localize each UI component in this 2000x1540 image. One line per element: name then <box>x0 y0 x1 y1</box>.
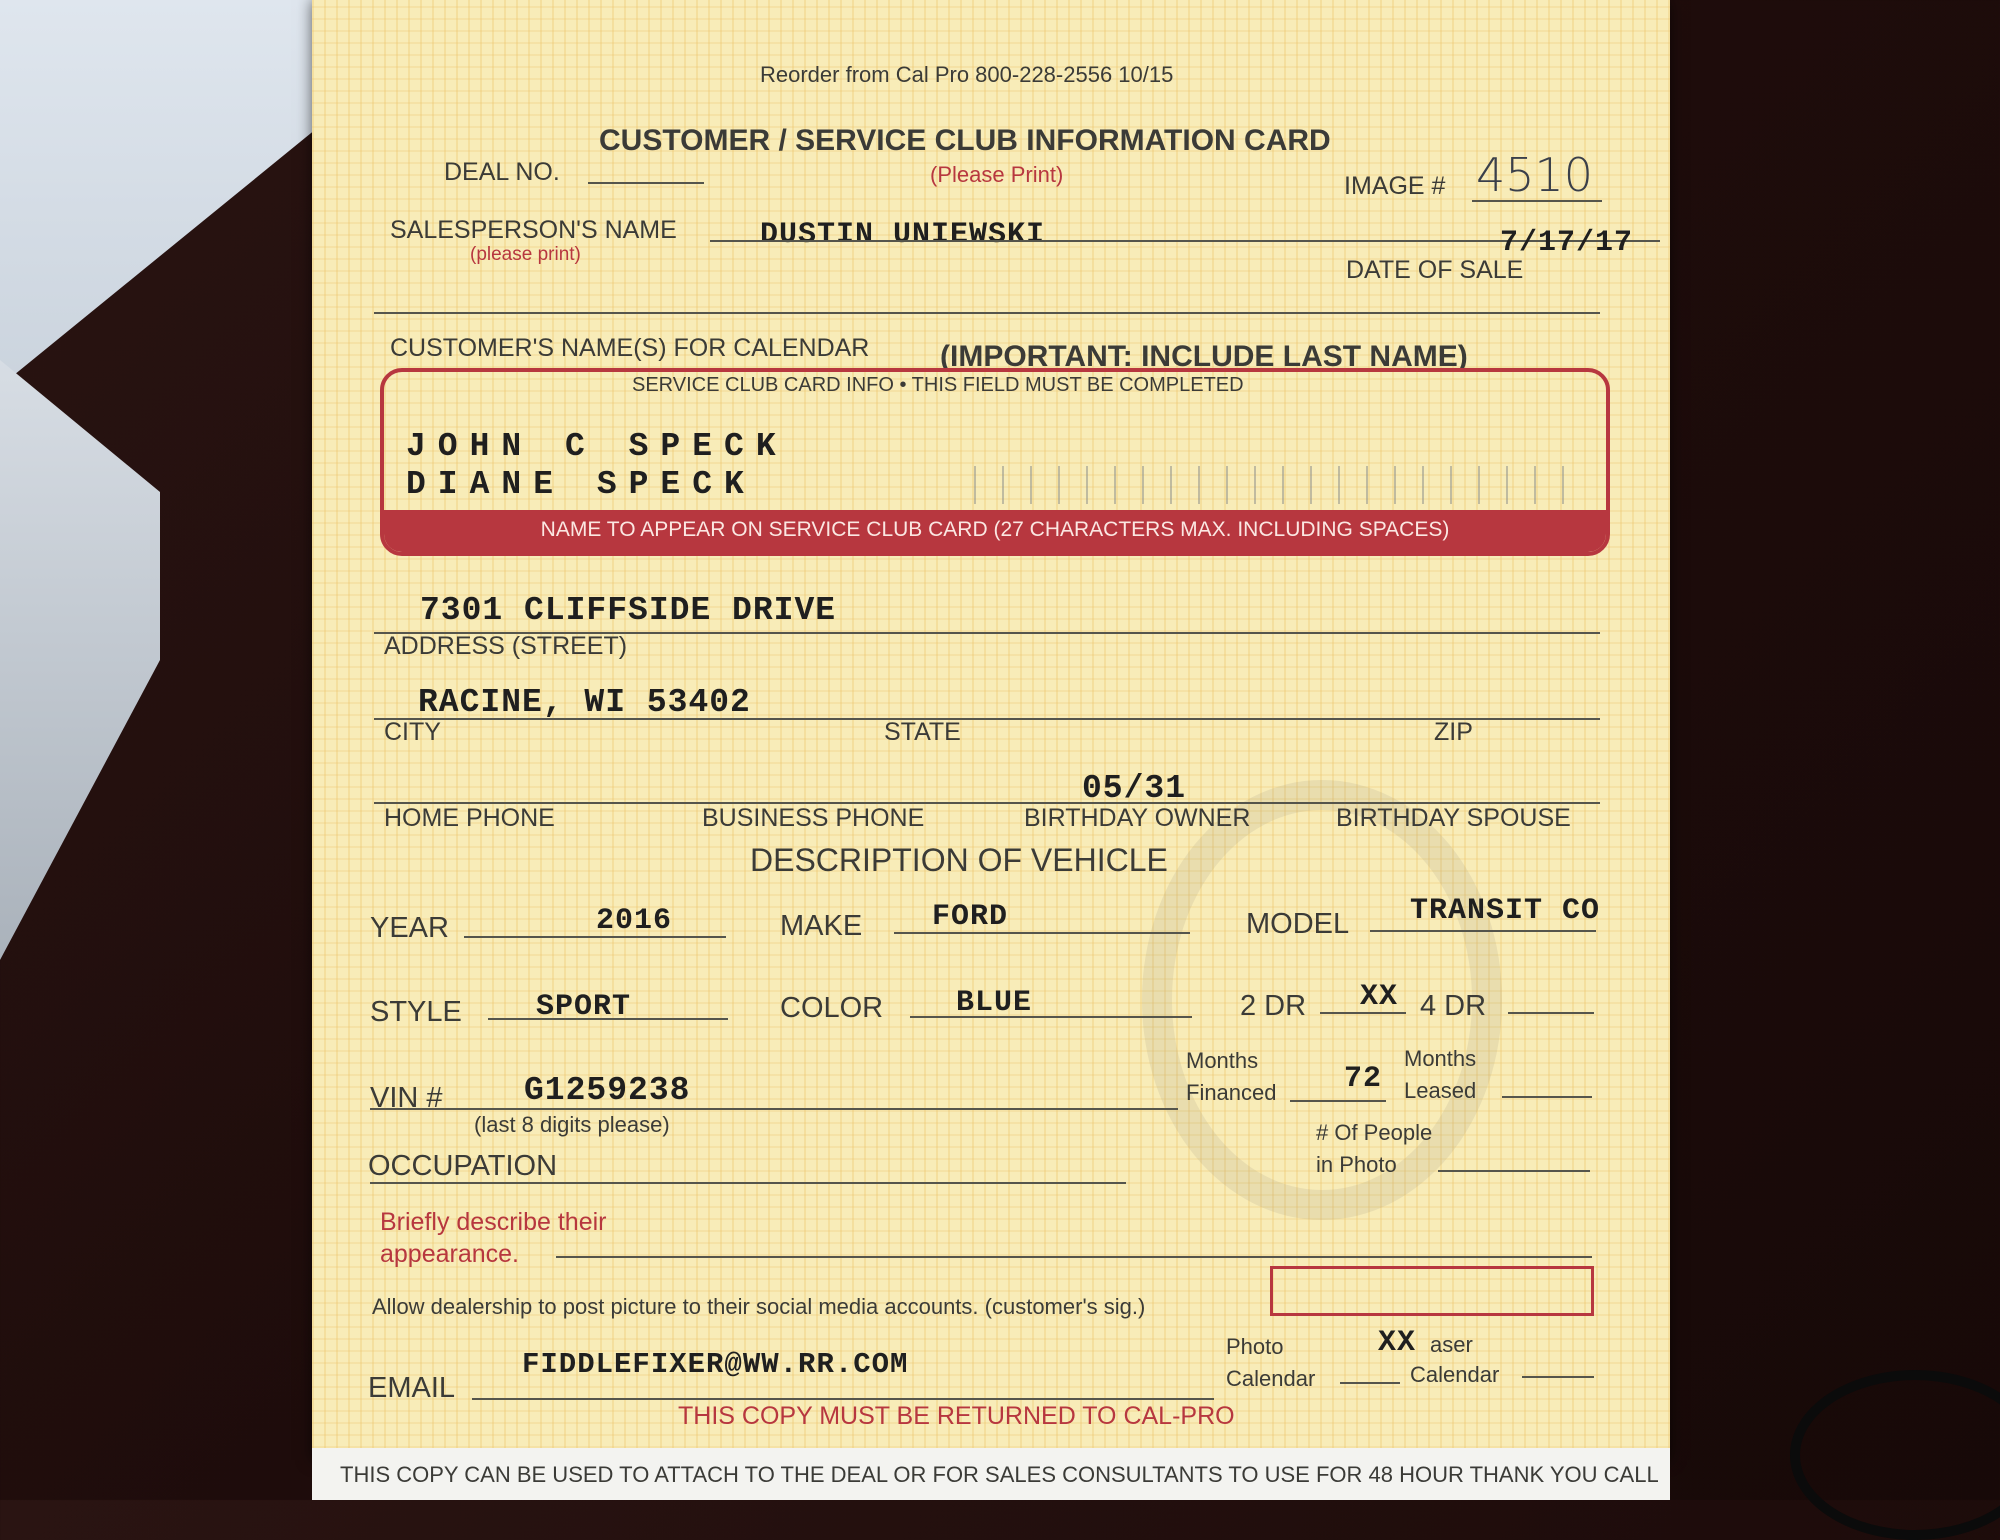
style-label: STYLE <box>370 996 462 1028</box>
birthday-spouse-label: BIRTHDAY SPOUSE <box>1336 804 1571 832</box>
email-label: EMAIL <box>368 1372 456 1404</box>
state-label: STATE <box>884 718 961 746</box>
home-phone-label: HOME PHONE <box>384 804 555 832</box>
divider-line <box>374 312 1600 314</box>
appearance-label-1: Briefly describe their <box>380 1208 607 1236</box>
four-door-label: 4 DR <box>1420 990 1487 1022</box>
name-box-footer <box>384 510 1606 552</box>
bottom-strip <box>312 1448 1670 1500</box>
deal-no-field[interactable] <box>588 182 704 184</box>
deal-no-label: DEAL NO. <box>444 158 560 186</box>
model-label: MODEL <box>1246 908 1350 940</box>
date-of-sale[interactable]: 7/17/17 <box>1500 226 1634 260</box>
months-leased-top: Months <box>1404 1046 1477 1071</box>
email-value[interactable]: FIDDLEFIXER@WW.RR.COM <box>522 1348 909 1381</box>
name-box-footer-text: NAME TO APPEAR ON SERVICE CLUB CARD (27 CHARACTERS MAX. INCLUDING SPACES) <box>540 518 1450 541</box>
date-of-sale-label: DATE OF SALE <box>1346 256 1524 284</box>
months-leased-bottom: Leased <box>1404 1078 1477 1103</box>
watermark-logo <box>1142 780 1502 1220</box>
color-value[interactable]: BLUE <box>956 986 1033 1020</box>
background-paper <box>0 0 330 420</box>
two-door-label: 2 DR <box>1240 990 1307 1022</box>
customer-name-line-1[interactable]: JOHN C SPECK <box>406 428 788 465</box>
street-value[interactable]: 7301 CLIFFSIDE DRIVE <box>420 592 837 629</box>
vin-label: VIN # <box>370 1082 443 1114</box>
salesperson-name[interactable]: DUSTIN UNIEWSKI <box>760 218 1046 252</box>
year-label: YEAR <box>370 912 449 944</box>
service-club-box-title: SERVICE CLUB CARD INFO • THIS FIELD MUST BE COMPLETED <box>632 374 1244 396</box>
salesperson-label: SALESPERSON'S NAME <box>390 216 677 244</box>
birthday-owner-label: BIRTHDAY OWNER <box>1024 804 1251 832</box>
image-number[interactable]: 4510 <box>1476 148 1594 202</box>
vin-note: (last 8 digits please) <box>474 1112 670 1137</box>
photo-calendar-bottom: Calendar <box>1226 1366 1316 1391</box>
year-value[interactable]: 2016 <box>596 904 673 938</box>
please-print-note: (Please Print) <box>930 162 1064 187</box>
appearance-label-2: appearance. <box>380 1240 520 1268</box>
make-label: MAKE <box>780 910 863 942</box>
cable <box>1790 1370 2000 1540</box>
social-media-label: Allow dealership to post picture to their social media accounts. (customer's sig.) <box>372 1294 1146 1319</box>
image-label: IMAGE # <box>1344 172 1446 200</box>
months-financed-value[interactable]: 72 <box>1344 1062 1383 1096</box>
occupation-label: OCCUPATION <box>368 1150 558 1182</box>
style-value[interactable]: SPORT <box>536 990 632 1024</box>
months-financed-top: Months <box>1186 1048 1259 1073</box>
zip-label: ZIP <box>1434 718 1473 746</box>
bottom-strip-text: THIS COPY CAN BE USED TO ATTACH TO THE DEAL OR FOR SALES CONSULTANTS TO USE FOR 48 HOUR THANK YOU CALL <box>340 1462 1659 1487</box>
city-label: CITY <box>384 718 441 746</box>
customer-names-label: CUSTOMER'S NAME(S) FOR CALENDAR <box>390 334 870 362</box>
customer-signature-box[interactable] <box>1270 1266 1594 1316</box>
vin-value[interactable]: G1259238 <box>524 1072 691 1109</box>
months-financed-bottom: Financed <box>1186 1080 1277 1105</box>
people-in-photo-top: # Of People <box>1316 1120 1433 1145</box>
background-paper-fold <box>0 360 160 960</box>
laser-calendar-top: aser <box>1430 1332 1473 1357</box>
reorder-text: Reorder from Cal Pro 800-228-2556 10/15 <box>760 62 1174 87</box>
people-in-photo-bottom: in Photo <box>1316 1152 1397 1177</box>
salesperson-sublabel: (please print) <box>470 244 581 265</box>
street-label: ADDRESS (STREET) <box>384 632 628 660</box>
city-value[interactable]: RACINE, WI 53402 <box>418 684 751 721</box>
return-notice: THIS COPY MUST BE RETURNED TO CAL-PRO <box>678 1402 1235 1430</box>
two-door-mark[interactable]: XX <box>1360 980 1399 1014</box>
laser-calendar-mark[interactable]: XX <box>1378 1326 1417 1360</box>
model-value[interactable]: TRANSIT CO <box>1410 894 1601 928</box>
business-phone-label: BUSINESS PHONE <box>702 804 925 832</box>
character-ticks <box>974 466 1574 504</box>
birthday-owner-value[interactable]: 05/31 <box>1082 770 1187 807</box>
customer-name-line-2[interactable]: DIANE SPECK <box>406 466 756 503</box>
service-club-name-box <box>380 368 1610 556</box>
vehicle-section-title: DESCRIPTION OF VEHICLE <box>750 842 1168 878</box>
laser-calendar-bottom: Calendar <box>1410 1362 1500 1387</box>
make-value[interactable]: FORD <box>932 900 1009 934</box>
image-field <box>1472 200 1602 202</box>
card-title: CUSTOMER / SERVICE CLUB INFORMATION CARD <box>599 124 1331 157</box>
photo-calendar-top: Photo <box>1226 1334 1284 1359</box>
color-label: COLOR <box>780 992 884 1024</box>
information-card <box>312 0 1670 1460</box>
important-note: (IMPORTANT: INCLUDE LAST NAME) <box>940 340 1468 373</box>
